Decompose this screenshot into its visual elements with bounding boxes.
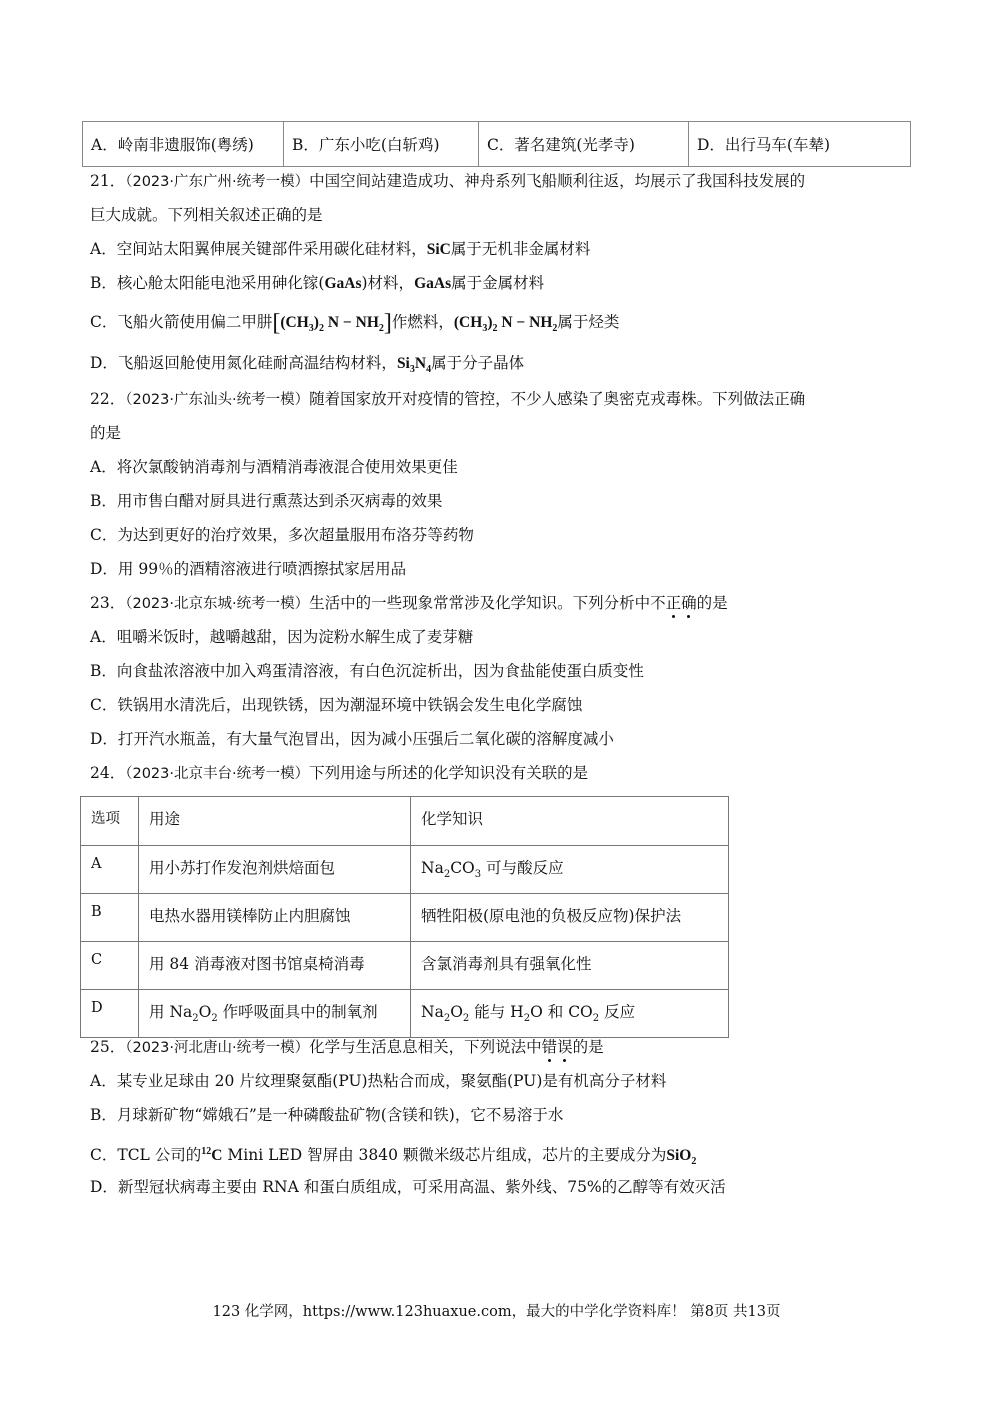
- q25-option-c: C．TCL 公司的$^{12}$C Mini LED 智屏由 3840 颗微米级芯片组成，芯片的主要成分为SiO$_2$: [90, 1146, 697, 1168]
- formula-co2: $CO_2$: [568, 1003, 600, 1024]
- q21-stem: 21．（2023·广东广州·统考一模）中国空间站建造成功、神舟系列飞船顺利往返，均展示了我国科技发展的: [90, 172, 806, 190]
- q22-source: （2023·广东汕头·统考一模）: [125, 392, 310, 408]
- q22-option-a: A．将次氯酸钠消毒剂与酒精消毒液混合使用效果更佳: [90, 458, 458, 476]
- q24-table: [80, 796, 729, 1038]
- formula-udmh: $(CH_3)_2$ $N - NH_2$: [453, 314, 558, 334]
- header-option: 选项: [81, 797, 139, 846]
- page-footer: 123 化学网，https://www.123huaxue.com，最大的中学化学资料库！ 第8页 共13页: [212, 1304, 781, 1320]
- options-table: [82, 121, 911, 167]
- q21-source: （2023·广东广州·统考一模）: [125, 174, 310, 190]
- q22-option-d: D．用 99％的酒精溶液进行喷洒擦拭家居用品: [90, 560, 407, 578]
- formula-na2co3: $Na_2CO_3$: [421, 859, 482, 880]
- table-header-row: [81, 797, 729, 846]
- q22-option-b: B．用市售白醋对厨具进行熏蒸达到杀灭病毒的效果: [90, 492, 443, 510]
- table-row: D 用 $Na_2O_2$ 作呼吸面具中的制氧剂 $Na_2O_2$ 能与 $H_2O$ 和 $CO_2$ 反应: [81, 990, 729, 1038]
- formula-c12: $^{12}$C: [201, 1146, 223, 1165]
- q22-stem-cont: 的是: [90, 424, 122, 442]
- option-b-cell: B．广东小吃(白斩鸡): [284, 122, 479, 167]
- formula-na2o2: $Na_2O_2$: [169, 1003, 218, 1024]
- formula-h2o: $H_2O$: [510, 1003, 543, 1024]
- q25-option-d: D．新型冠状病毒主要由 RNA 和蛋白质组成，可采用高温、紫外线、75%的乙醇等有效灭活: [90, 1178, 726, 1196]
- q24-stem: 24．（2023·北京丰台·统考一模）下列用途与所述的化学知识没有关联的是: [90, 764, 589, 782]
- q22-stem: 22．（2023·广东汕头·统考一模）随着国家放开对疫情的管控，不少人感染了奥密克戎毒株。下列做法正确: [90, 390, 806, 408]
- formula-sic: SiC: [426, 241, 451, 258]
- q23-source: （2023·北京东城·统考一模）: [125, 596, 310, 612]
- header-use: 用途: [139, 797, 411, 846]
- q25-option-a: A．某专业足球由 20 片纹理聚氨酯(PU)热粘合而成，聚氨酯(PU)是有机高分子材料: [90, 1072, 667, 1090]
- table-row: B 电热水器用镁棒防止内胆腐蚀 牺牲阳极(原电池的负极反应物)保护法: [81, 894, 729, 942]
- q21-option-b: B．核心舱太阳能电池采用砷化镓(GaAs)材料，GaAs属于金属材料: [90, 274, 545, 292]
- option-c-cell: C．著名建筑(光孝寺): [479, 122, 689, 167]
- formula-sio2: SiO$_2$: [666, 1147, 697, 1168]
- q25-source: （2023·河北唐山·统考一模）: [125, 1040, 310, 1056]
- q21-option-d: D．飞船返回舱使用氮化硅耐高温结构材料，$Si_3N_4$属于分子晶体: [90, 354, 525, 375]
- option-a-cell: A．岭南非遗服饰(粤绣): [83, 122, 284, 167]
- emphasis-dotted: 不正确: [650, 594, 697, 612]
- option-d-cell: D．出行马车(车辇): [689, 122, 911, 167]
- emphasis-dotted: 错误: [541, 1038, 573, 1056]
- formula-si3n4: $Si_3N_4$: [396, 355, 432, 375]
- q25-option-b: B．月球新矿物“嫦娥石”是一种磷酸盐矿物(含镁和铁)，它不易溶于水: [90, 1106, 564, 1124]
- q23-option-b: B．向食盐浓溶液中加入鸡蛋清溶液，有白色沉淀析出，因为食盐能使蛋白质变性: [90, 662, 644, 680]
- q21-stem-cont: 巨大成就。下列相关叙述正确的是: [90, 206, 323, 224]
- formula-na2o2: $Na_2O_2$: [421, 1003, 470, 1024]
- header-knowledge: 化学知识: [411, 797, 729, 846]
- q25-stem: 25．（2023·河北唐山·统考一模）化学与生活息息相关，下列说法中错误的是: [90, 1038, 604, 1056]
- q21-option-a: A．空间站太阳翼伸展关键部件采用碳化硅材料，SiC属于无机非金属材料: [90, 240, 591, 258]
- table-row: C 用 84 消毒液对图书馆桌椅消毒 含氯消毒剂具有强氧化性: [81, 942, 729, 990]
- q24-source: （2023·北京丰台·统考一模）: [125, 766, 310, 782]
- q23-option-d: D．打开汽水瓶盖，有大量气泡冒出，因为减小压强后二氧化碳的溶解度减小: [90, 730, 614, 748]
- table-row: A 用小苏打作发泡剂烘焙面包 $Na_2CO_3$ 可与酸反应: [81, 846, 729, 894]
- q22-option-c: C．为达到更好的治疗效果，多次超量服用布洛芬等药物: [90, 526, 474, 544]
- q23-stem: 23．（2023·北京东城·统考一模）生活中的一些现象常常涉及化学知识。下列分析中不正确的是: [90, 594, 728, 612]
- q21-option-c: C．飞船火箭使用偏二甲肼[$(CH_3)_2$ $N - NH_2$]作燃料，$(CH_3)_2$ $N - NH_2$属于烃类: [90, 310, 620, 336]
- formula-gaas: GaAs: [414, 275, 452, 292]
- formula-gaas: GaAs: [324, 275, 362, 292]
- formula-udmh-bracketed: [$(CH_3)_2$ $N - NH_2$]: [272, 310, 392, 336]
- q23-option-c: C．铁锅用水清洗后，出现铁锈，因为潮湿环境中铁锅会发生电化学腐蚀: [90, 696, 583, 714]
- q23-option-a: A．咀嚼米饭时，越嚼越甜，因为淀粉水解生成了麦芽糖: [90, 628, 474, 646]
